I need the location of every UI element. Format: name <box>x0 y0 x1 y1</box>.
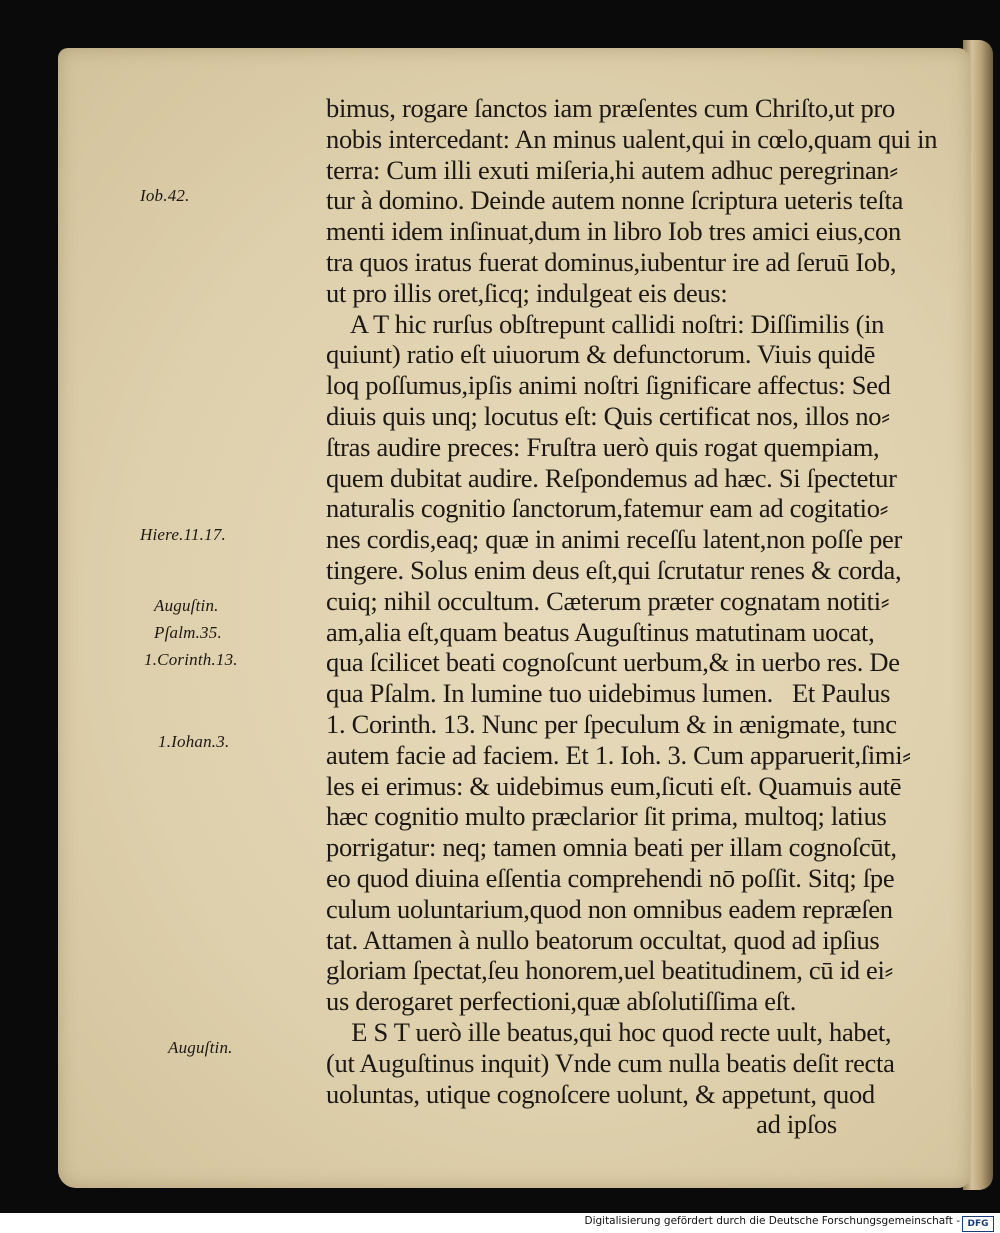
book-page <box>58 48 970 1188</box>
marginal-note: 1.Iohan.3. <box>158 732 230 751</box>
text-line: tingere. Solus enim deus eſt,qui ſcrutatur renes & corda, <box>326 554 902 585</box>
text-line: 1. Corinth. 13. Nunc per ſpeculum & in ænigmate, tunc <box>326 708 897 739</box>
text-line: uoluntas, utique cognoſcere uolunt, & appetunt, quod <box>326 1078 875 1109</box>
text-line: menti idem inſinuat,dum in libro Iob tres amici eius,con <box>326 216 901 247</box>
text-line: am,alia eſt,quam beatus Auguſtinus matutinam uocat, <box>326 616 875 647</box>
text-line: terra: Cum illi exuti miſeria,hi autem adhuc peregrinan⸗ <box>326 154 898 185</box>
text-line: cuiq; nihil occultum. Cæterum præter cognatam notiti⸗ <box>326 585 890 616</box>
marginal-note: Hiere.11.17. <box>140 525 226 544</box>
text-line: (ut Auguſtinus inquit) Vnde cum nulla beatis deſit recta <box>326 1047 895 1078</box>
text-line: ſtras audire preces: Fruſtra uerò quis rogat quempiam, <box>326 431 880 462</box>
text-line: naturalis cognitio ſanctorum,fatemur eam ad cogitatio⸗ <box>326 493 889 524</box>
text-line: les ei erimus: & uidebimus eum,ſicuti eſt. Quamuis autē <box>326 770 902 801</box>
text-line: us derogaret perfectioni,quæ abſolutiſſima eſt. <box>326 986 797 1017</box>
text-line: tra quos iratus fuerat dominus,iubentur ire ad ſeruū Iob, <box>326 246 897 277</box>
text-line: eo quod diuina eſſentia comprehendi nō poſſit. Sitq; ſpe <box>326 862 895 893</box>
text-line: tat. Attamen à nullo beatorum occultat, quod ad ipſius <box>326 924 880 955</box>
text-line: porrigatur: neq; tamen omnia beati per illam cognoſcūt, <box>326 832 897 863</box>
marginal-note: Pſalm.35. <box>154 623 222 642</box>
text-line: ut pro illis oret,ſicq; indulgeat eis deus: <box>326 277 728 308</box>
text-line: gloriam ſpectat,ſeu honorem,uel beatitudinem, cū id ei⸗ <box>326 955 894 986</box>
text-line: culum uoluntarium,quod non omnibus eadem repræſen <box>326 893 893 924</box>
marginal-note: Auguſtin. <box>168 1038 233 1057</box>
funding-credit: Digitalisierung gefördert durch die Deutsche Forschungsgemeinschaft - <box>584 1215 960 1227</box>
text-line: tur à domino. Deinde autem nonne ſcriptura ueteris teſta <box>326 185 904 216</box>
text-line: qua Pſalm. In lumine tuo uidebimus lumen. Et Paulus <box>326 678 891 709</box>
text-line: quiunt) ratio eſt uiuorum & defunctorum. Viuis quidē <box>326 339 876 370</box>
marginal-note: Auguſtin. <box>154 596 219 615</box>
dfg-logo: DFG <box>962 1216 994 1232</box>
text-line: autem facie ad faciem. Et 1. Ioh. 3. Cum apparuerit,ſimi⸗ <box>326 739 911 770</box>
marginal-note: Iob.42. <box>140 186 190 205</box>
text-line: quem dubitat audire. Reſpondemus ad hæc. Si ſpectetur <box>326 462 897 493</box>
text-line: loq poſſumus,ipſis animi noſtri ſignificare affectus: Sed <box>326 370 891 401</box>
paragraph-start-line: A T hic rurſus obſtrepunt callidi noſtri: Diſſimilis (in <box>326 308 885 339</box>
main-text-block <box>326 93 1000 1140</box>
footer-bar <box>0 1213 1000 1233</box>
text-line: qua ſcilicet beati cognoſcunt uerbum,& in uerbo res. De <box>326 647 900 678</box>
text-line: diuis quis unq; locutus eſt: Quis certificat nos, illos no⸗ <box>326 400 890 431</box>
text-line: bimus, rogare ſanctos iam præſentes cum Chriſto,ut pro <box>326 93 895 123</box>
text-line: nobis intercedant: An minus ualent,qui in cœlo,quam qui in <box>326 123 938 154</box>
text-line: hæc cognitio multo præclarior ſit prima, multoq; latius <box>326 801 887 832</box>
paragraph-start-line: E S T uerò ille beatus,qui hoc quod recte uult, habet, <box>326 1016 892 1047</box>
marginal-note: 1.Corinth.13. <box>144 650 238 669</box>
catchword-line: ad ipſos <box>326 1109 837 1140</box>
text-line: nes cordis,eaq; quæ in animi receſſu latent,non poſſe per <box>326 524 903 555</box>
